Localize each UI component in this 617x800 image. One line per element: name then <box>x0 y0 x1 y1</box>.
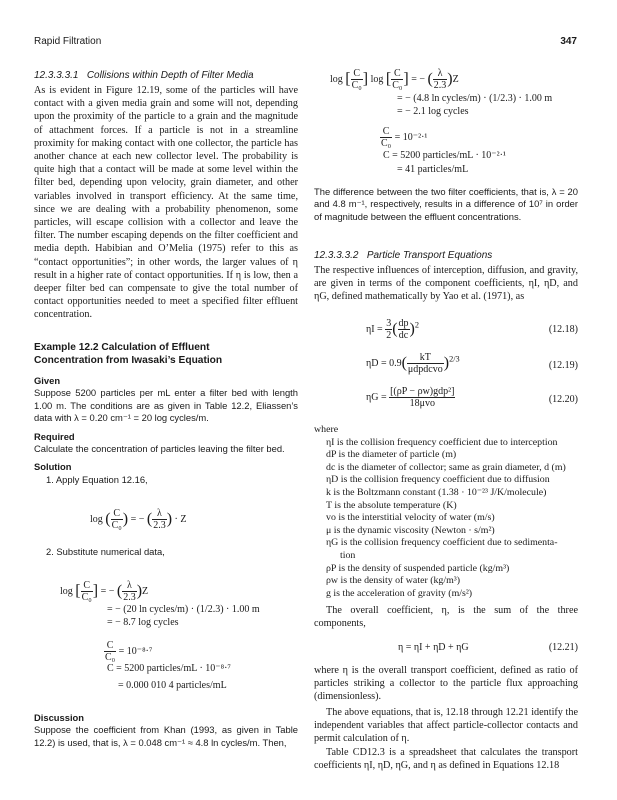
where-item: μ is the dynamic viscosity (Newton · s/m²) <box>326 524 495 536</box>
example-title-line2: Concentration from Iwasaki’s Equation <box>34 355 223 366</box>
eq-log-b: log <box>60 585 73 597</box>
r-eq-C: C <box>351 68 363 80</box>
section-title: Collisions within Depth of Filter Media <box>86 70 254 81</box>
where-item: dP is the diameter of particle (m) <box>326 449 457 461</box>
step-2: 2. Substitute numerical data, <box>46 546 165 557</box>
discussion <box>34 712 298 749</box>
eq1-frac-den: dc <box>398 330 409 341</box>
given-heading: Given <box>34 375 61 386</box>
eq-23-b: 2.3 <box>123 592 136 603</box>
eq2-frac-den: μdpdcvo <box>407 364 443 375</box>
eq-Z-dot: · Z <box>174 513 187 525</box>
r-eq-log-2: log <box>370 73 384 85</box>
r-eq-minus: = − <box>411 73 425 85</box>
section-number: 12.3.3.3.1 <box>34 70 79 81</box>
where-item: ρw is the density of water (kg/m³) <box>326 575 461 587</box>
r-section-title: Particle Transport Equations <box>366 250 493 261</box>
equation-12-21 <box>314 642 578 656</box>
equation-12-20 <box>314 382 578 412</box>
eq-Co-b: C₀ <box>81 592 92 603</box>
r-eq-C-3: C <box>380 126 392 138</box>
r-eq-23: 2.3 <box>433 80 447 91</box>
eq2-number: (12.19) <box>548 360 578 371</box>
page-number: 347 <box>560 36 577 47</box>
eq4: η = ηI + ηD + ηG <box>398 642 469 653</box>
where-item: dc is the diameter of collector; same as grain diameter, d (m) <box>326 461 566 473</box>
eq1-coef-num: 3 <box>386 318 392 329</box>
r-sub-ratio <box>380 126 427 149</box>
where-label: where <box>314 424 339 435</box>
eq3-number: (12.20) <box>548 394 578 405</box>
eq3-frac-num: [(ρP − ρw)gdp²] <box>390 386 455 397</box>
r-sub-line-1: = − (4.8 ln cycles/m) · (1/2.3) · 1.00 m <box>397 93 553 104</box>
example-sub-line-1: = − (20 ln cycles/m) · (1/2.3) · 1.00 m <box>107 604 260 615</box>
discussion-text: Suppose the coefficient from Khan (1993, as given in Table 12.2) is used, that is, λ = 0.048 cm⁻¹ ≈ 4.8 ln cycles/m. Then, <box>34 724 298 748</box>
where-item: ρP is the density of suspended particle (kg/m³) <box>326 562 510 574</box>
difference-paragraph: The difference between the two filter coefficients, that is, λ = 20 and 4.8 m⁻¹, respectively, results in a difference of 10⁷ in order of magnitude between the effluent concentrations. <box>314 186 578 222</box>
eq1-frac-num: dp <box>398 318 409 329</box>
where-item: vo is the interstitial velocity of water (m/s) <box>326 512 495 524</box>
where-item: ηD is the collision frequency coefficient due to diffusion <box>326 474 550 486</box>
eq-minus-b: = − <box>100 585 115 597</box>
solution-heading: Solution <box>34 461 72 473</box>
example-sub-line-5: = 0.000 010 4 particles/mL <box>118 680 227 691</box>
section-heading-transport <box>314 250 578 261</box>
eq-C: C <box>111 508 123 520</box>
r-sub-line-4: C = 5200 particles/mL · 10⁻²·¹ <box>383 150 506 161</box>
above-paragraph: The above equations, that is, 12.18 through 12.21 identify the independent variables that affect particle-collector contacts and permit calculation of η. <box>314 707 578 745</box>
transport-paragraph: The respective influences of interception, diffusion, and gravity, are given in terms of the component coefficients, ηI, ηD, and ηG, defined mathematically by Yao et al. (1971), as <box>314 265 578 303</box>
r-eq-Co-3: C₀ <box>381 138 392 149</box>
example-sub-ratio <box>104 640 152 663</box>
r-eq-Co-2: C₀ <box>392 80 403 91</box>
r-eq-Z: Z <box>452 73 459 85</box>
example-title-line1: Example 12.2 Calculation of Effluent <box>34 342 210 353</box>
eq4-where-paragraph: where η is the overall transport coefficient, defined as ratio of particles striking a collector to the particle flux approaching (dimensionless). <box>314 665 578 703</box>
discussion-heading: Discussion <box>34 712 85 723</box>
eq-log: log <box>90 513 103 525</box>
step-1: 1. Apply Equation 12.16, <box>46 473 148 485</box>
eq-minus: = − <box>130 513 145 525</box>
example-sub-line-3: = 10⁻⁸·⁷ <box>118 645 153 657</box>
step-2-wrap <box>34 546 298 558</box>
eq1-coef-den: 2 <box>386 330 392 341</box>
where-item: ηI is the collision frequency coefficient due to interception <box>326 436 558 448</box>
eq-Z-b: Z <box>142 585 149 597</box>
table-paragraph: Table CD12.3 is a spreadsheet that calculates the transport coefficients ηI, ηD, ηG, and η as defined in Equations 12.18 <box>314 747 578 772</box>
eq2-frac-num: kT <box>407 352 444 364</box>
r-eq-log: log <box>330 73 343 85</box>
example-substitution-eq: log [ $\frac{C}{\text{C₀}}$ ] = − ( $\frac{\lambda}{2.3}$ )Z <box>60 580 149 603</box>
running-title: Rapid Filtration <box>34 36 102 47</box>
eq2-lhs: ηD = 0.9 <box>366 357 402 369</box>
overall-paragraph: The overall coefficient, η, is the sum of the three components, <box>314 605 578 630</box>
eq-C-c: C <box>104 640 116 652</box>
section-heading-collisions <box>34 70 298 81</box>
where-block <box>314 424 578 600</box>
given-text: Suppose 5200 particles per mL enter a filter bed with length 1.00 m. The conditions are as given in Table 12.2, Eliassen’s data with λ = 0.20 cm⁻¹ = 20 log cycles/m. <box>34 387 298 424</box>
eq1-number: (12.18) <box>548 324 578 335</box>
eq-Co-c: C₀ <box>105 652 116 663</box>
eq-Co: C₀ <box>111 520 122 531</box>
example-12-2 <box>34 341 298 486</box>
eq-23: 2.3 <box>153 520 166 531</box>
eq-lambda: λ <box>152 508 167 520</box>
eq3-lhs: ηG = <box>366 391 390 403</box>
collisions-paragraph: As is evident in Figure 12.19, some of the particles will have contact with a given media grain and some will not, depending upon the proximity of the particle to a grain and the magnitude of attachment forces. If a particle is not in a streamline proximity for making contact with one collector, the particle has another chance at each new collector level. The probability is quite high that a contact will be made at some level within the filter bed, depending upon velocity, grain diameter, and other variables involved in transport efficiency. At the same time, since we are dealing with a probability phenomenon, some particles, will escape collision with a collector and leave the filter. The number escaping depends on the filter coefficient and media depth. Habibian and O’Melia (1975) refer to this as “contact opportunities”; in other words, the larger values of η result in a higher rate of contact opportunities. If η is low, then a deeper filter bed can compensate to give the total number of contact opportunities needed to meet a specified filter effluent concentration. <box>34 85 298 321</box>
where-item: k is the Boltzmann constant (1.38 · 10⁻²³ J/K/molecule) <box>326 486 547 498</box>
eq3-frac-den: 18μvo <box>409 398 435 409</box>
r-eq-lambda: λ <box>433 68 448 80</box>
discussion-equation: log [ $\frac{C}{\text{C₀}}$ ] log [ $\frac{C}{\text{C₀}}$ ] = − ( $\frac{\lambda}{2.3}$ )Z <box>330 68 459 91</box>
equation-12-18: ηI = $\frac{3}{2}$ ( $\frac{dp}{dc}$ )$^2$ (12.18) <box>366 318 578 341</box>
example-sub-line-2: = − 8.7 log cycles <box>107 617 179 628</box>
r-eq-Co: C₀ <box>351 80 362 91</box>
where-item: ηG is the collision frequency coefficient due to sedimenta- <box>326 537 558 549</box>
r-sub-line-3: = 10⁻²·¹ <box>394 131 428 143</box>
required-heading: Required <box>34 430 75 442</box>
eq-C-b: C <box>81 580 93 592</box>
example-sub-line-4: C = 5200 particles/mL · 10⁻⁸·⁷ <box>107 663 231 674</box>
where-item: T is the absolute temperature (K) <box>326 499 457 511</box>
r-eq-C-2: C <box>391 68 403 80</box>
r-sub-line-2: = − 2.1 log cycles <box>397 106 469 117</box>
eq1-lhs: ηI = <box>366 323 386 335</box>
eq-lambda-b: λ <box>122 580 137 592</box>
equation-12-19: ηD = 0.9( $\frac{kT}{\text{μdpdcvo}}$ )$^{2/3}$ (12.19) <box>366 352 578 375</box>
where-item: g is the acceleration of gravity (m/s²) <box>326 587 473 599</box>
example-equation-12-16: log ( $\frac{C}{\text{C₀}}$ ) = − ( $\frac{\lambda}{2.3}$ ) · Z <box>90 508 187 531</box>
r-sub-line-5: = 41 particles/mL <box>397 164 469 175</box>
r-section-number: 12.3.3.3.2 <box>314 250 359 261</box>
where-item: tion <box>340 549 356 561</box>
eq4-number: (12.21) <box>548 642 578 653</box>
eq2-exp: 2/3 <box>449 354 460 364</box>
required-text: Calculate the concentration of particles leaving the filter bed. <box>34 443 285 455</box>
eq1-exp: 2 <box>414 320 420 330</box>
